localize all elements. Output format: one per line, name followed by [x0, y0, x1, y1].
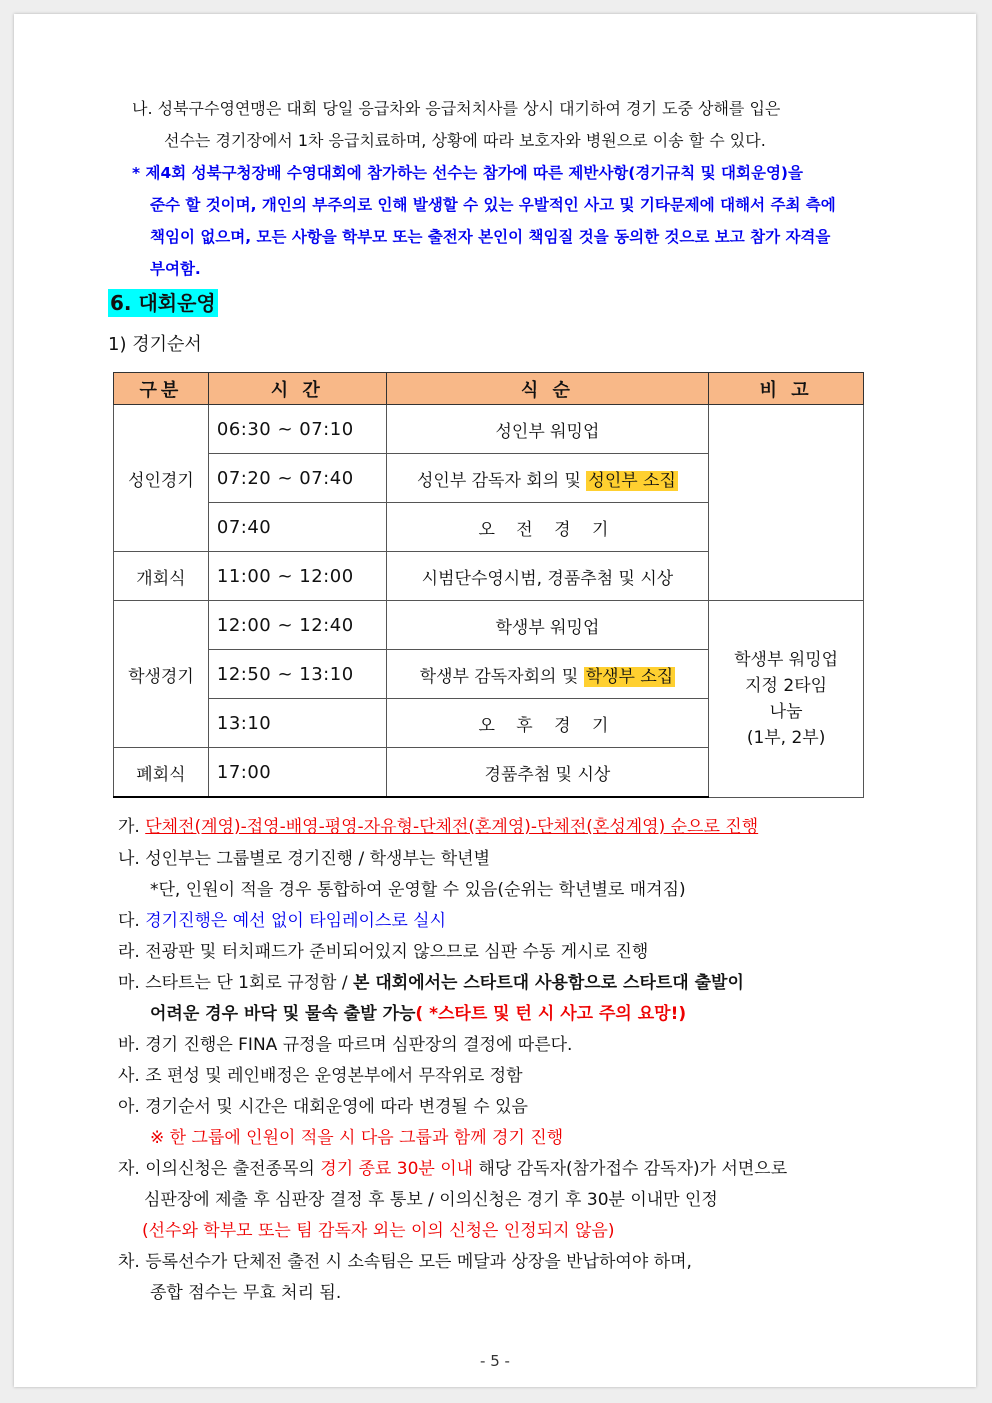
program-cell: 학생부 워밍업	[386, 601, 709, 650]
document-page	[14, 14, 976, 1387]
time-cell: 11:00 ~ 12:00	[208, 552, 386, 601]
paragraph-na-line1: 나. 성북구수영연맹은 대회 당일 응급차와 응급처치사를 상시 대기하여 경기 도중 상해를 입은	[132, 99, 781, 118]
note-ja	[118, 1156, 787, 1182]
column-header: 비 고	[709, 373, 864, 405]
program-cell: 경품추첨 및 시상	[386, 748, 709, 798]
program-cell: 오 후 경 기	[386, 699, 709, 748]
program-cell: 오 전 경 기	[386, 503, 709, 552]
table-header-row	[114, 373, 864, 405]
time-cell: 06:30 ~ 07:10	[208, 405, 386, 454]
note-ja-line3: (선수와 학부모 또는 팀 감독자 외는 이의 신청은 인정되지 않음)	[142, 1221, 615, 1241]
note-ga-text: 단체전(계영)-접영-배영-평영-자유형-단체전(혼계영)-단체전(혼성계영) 순으로 진행	[145, 817, 759, 837]
remark-line: 나눔	[769, 701, 803, 722]
note-ma-pre: 마. 스타트는 단 1회로 규정함 /	[118, 973, 354, 993]
table-row	[114, 601, 864, 650]
remark-line: (1부, 2부)	[746, 727, 826, 748]
section-heading: 6. 대회운영	[110, 291, 216, 315]
highlighted-program-text: 학생부 소집	[585, 666, 674, 687]
note-a: 아. 경기순서 및 시간은 대회운영에 따라 변경될 수 있음	[118, 1097, 528, 1117]
category-cell: 개회식	[114, 552, 209, 601]
remark-cell	[709, 601, 864, 798]
category-cell: 성인경기	[114, 405, 209, 552]
program-cell: 시범단수영시범, 경품추첨 및 시상	[386, 552, 709, 601]
note-da-text: 경기진행은 예선 없이 타임레이스로 실시	[145, 911, 447, 931]
program-cell	[386, 454, 709, 503]
paragraph-na-line2: 선수는 경기장에서 1차 응급치료하며, 상황에 따라 보호자와 병원으로 이송 할 수 있다.	[164, 131, 766, 150]
notice-line-3: 책임이 없으며, 모든 사항을 학부모 또는 출전자 본인이 책임질 것을 동의한 것으로 보고 참가 자격을	[150, 228, 831, 246]
program-text: 학생부 감독자회의 및	[419, 666, 584, 687]
table-row	[114, 405, 864, 454]
category-cell: 학생경기	[114, 601, 209, 748]
note-ja-pre: 자. 이의신청은 출전종목의	[118, 1159, 321, 1179]
program-cell	[386, 650, 709, 699]
program-cell: 성인부 워밍업	[386, 405, 709, 454]
note-ma-bold: 본 대회에서는 스타트대 사용함으로 스타트대 출발이	[353, 973, 744, 993]
page-number: - 5 -	[480, 1352, 510, 1370]
note-ra: 라. 전광판 및 터치패드가 준비되어있지 않으므로 심판 수동 게시로 진행	[118, 942, 649, 962]
notice-line-2: 준수 할 것이며, 개인의 부주의로 인해 발생할 수 있는 우발적인 사고 및 기타문제에 대해서 주최 측에	[150, 196, 836, 214]
time-cell: 12:50 ~ 13:10	[208, 650, 386, 699]
remark-line: 학생부 워밍업	[734, 649, 839, 670]
schedule-table	[113, 372, 864, 798]
note-ma2-bold: 어려운 경우 바닥 및 물속 출발 가능	[150, 1004, 416, 1024]
remark-line: 지정 2타임	[745, 675, 828, 696]
time-cell: 07:40	[208, 503, 386, 552]
note-da	[118, 908, 446, 934]
note-ma	[118, 970, 744, 996]
category-cell: 폐회식	[114, 748, 209, 798]
note-ba: 바. 경기 진행은 FINA 규정을 따르며 심판장의 결정에 따른다.	[118, 1035, 573, 1055]
note-a-sub: ※ 한 그룹에 인원이 적을 시 다음 그룹과 함께 경기 진행	[150, 1128, 564, 1148]
column-header: 시 간	[208, 373, 386, 405]
note-na: 나. 성인부는 그룹별로 경기진행 / 학생부는 학년별	[118, 849, 490, 869]
note-sa: 사. 조 편성 및 레인배정은 운영본부에서 무작위로 정함	[118, 1066, 523, 1086]
note-cha: 차. 등록선수가 단체전 출전 시 소속팀은 모든 메달과 상장을 반납하여야 하며,	[118, 1252, 692, 1272]
note-na-sub: *단, 인원이 적을 경우 통합하여 운영할 수 있음(순위는 학년별로 매겨짐)	[150, 880, 686, 900]
note-ja-line2: 심판장에 제출 후 심판장 결정 후 통보 / 이의신청은 경기 후 30분 이내만 인정	[144, 1190, 718, 1210]
time-cell: 13:10	[208, 699, 386, 748]
column-header: 구분	[114, 373, 209, 405]
note-label: 가.	[118, 817, 146, 837]
note-ga	[118, 814, 758, 840]
subsection-heading: 1) 경기순서	[108, 334, 202, 355]
column-header: 식 순	[386, 373, 709, 405]
note-ma2-warning: ( *스타트 및 턴 시 사고 주의 요망!)	[415, 1004, 687, 1024]
time-cell: 12:00 ~ 12:40	[208, 601, 386, 650]
highlighted-program-text: 성인부 소집	[588, 470, 676, 491]
note-ma-line2	[150, 1001, 686, 1027]
note-ja-post: 해당 감독자(참가접수 감독자)가 서면으로	[473, 1159, 788, 1179]
remark-cell-empty	[709, 405, 864, 601]
note-cha-line2: 종합 점수는 무효 처리 됨.	[150, 1283, 342, 1303]
time-cell: 17:00	[208, 748, 386, 798]
note-ja-highlight: 경기 종료 30분 이내	[320, 1159, 474, 1179]
notice-line-1: * 제4회 성북구청장배 수영대회에 참가하는 선수는 참가에 따른 제반사항(경기규칙 및 대회운영)을	[132, 164, 803, 182]
note-label: 다.	[118, 911, 146, 931]
notice-line-4: 부여함.	[150, 260, 201, 278]
program-text: 성인부 감독자 회의 및	[416, 470, 587, 491]
time-cell: 07:20 ~ 07:40	[208, 454, 386, 503]
